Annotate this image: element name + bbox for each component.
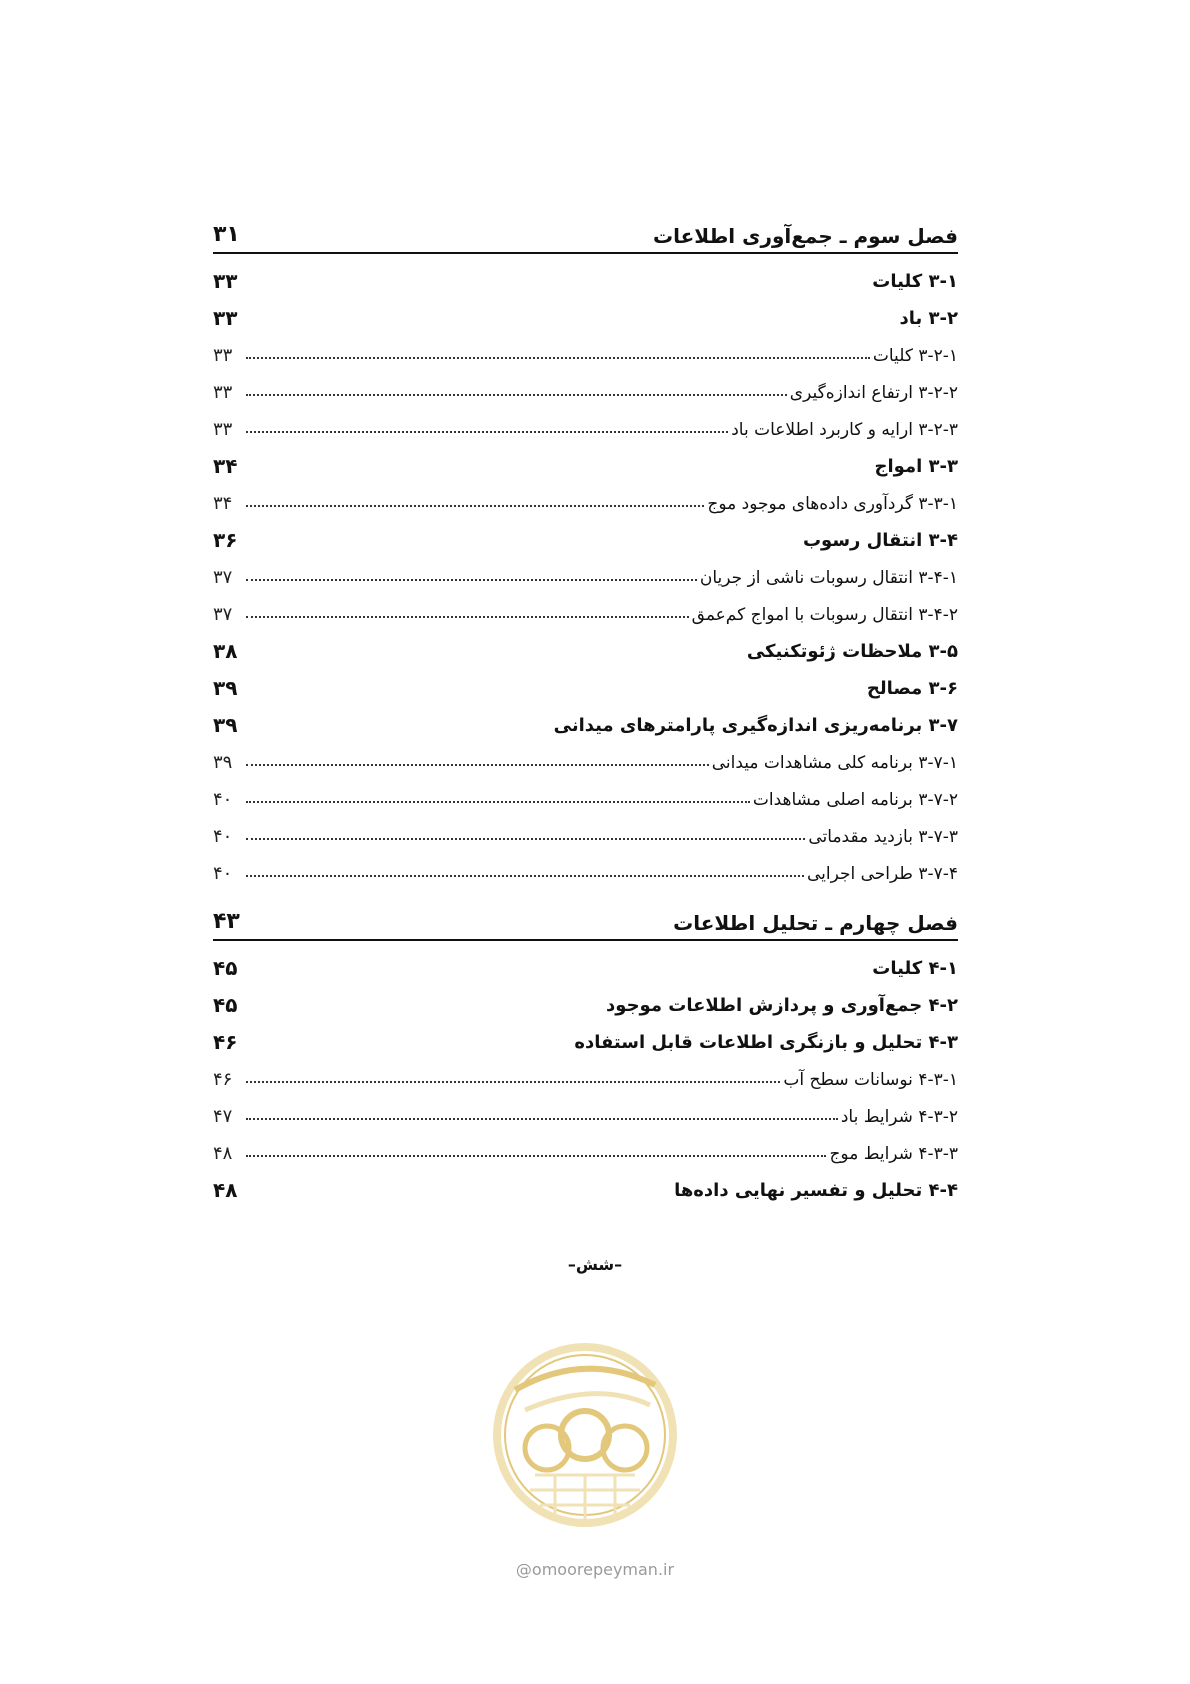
entry-title: ۴-۳-۲ شرایط باد [840, 1107, 958, 1127]
logo-script-stroke [525, 1394, 650, 1410]
dot-leader [246, 838, 805, 840]
dot-leader [246, 875, 804, 877]
entry-title: ۳-۴-۱ انتقال رسوبات ناشی از جریان [699, 568, 958, 588]
entry-page-number: ۳۹ [213, 713, 238, 737]
watermark-text: @omoorepeyman.ir [515, 1560, 675, 1579]
entry-title: ۳-۳-۱ گردآوری داده‌های موجود موج [707, 494, 958, 514]
toc-entry [213, 661, 958, 698]
toc-entry [213, 735, 958, 772]
toc-entry [213, 476, 958, 513]
entry-page-number: ۴۷ [213, 1106, 233, 1127]
dot-leader [246, 394, 787, 396]
entry-page-number: ۳۴ [213, 454, 238, 478]
entry-page-number: ۴۸ [213, 1178, 238, 1202]
toc-entry [213, 439, 958, 476]
gear-icon [603, 1426, 647, 1470]
toc-entry [213, 809, 958, 846]
chapter-heading [213, 210, 958, 254]
entry-title: ۳-۷-۴ طراحی اجرایی [806, 864, 958, 884]
entry-page-number: ۳۹ [213, 676, 238, 700]
chapter-page-number: ۳۱ [213, 222, 240, 247]
chapter-heading [213, 897, 958, 941]
dot-leader [246, 579, 697, 581]
entry-title: ۳-۲-۳ ارایه و کاربرد اطلاعات باد [731, 420, 958, 440]
entry-page-number: ۴۰ [213, 789, 233, 810]
entry-page-number: ۳۷ [213, 604, 233, 625]
toc-entry [213, 550, 958, 587]
entry-title: ۳-۷-۲ برنامه اصلی مشاهدات [752, 790, 958, 810]
entry-page-number: ۳۳ [213, 345, 233, 366]
entry-title: ۳-۶ مصالح [866, 678, 958, 699]
entry-page-number: ۴۶ [213, 1069, 233, 1090]
toc-entry [213, 328, 958, 365]
toc-entry [213, 513, 958, 550]
entry-title: ۳-۷-۳ بازدید مقدماتی [808, 827, 958, 847]
entry-title: ۴-۲ جمع‌آوری و پردازش اطلاعات موجود [606, 995, 958, 1016]
entry-title: ۳-۳ امواج [874, 456, 958, 477]
entry-title: ۳-۴-۲ انتقال رسوبات با امواج کم‌عمق [691, 605, 958, 625]
dot-leader [246, 1081, 780, 1083]
entry-title: ۴-۳-۳ شرایط موج [829, 1144, 958, 1164]
toc-entry [213, 698, 958, 735]
dot-leader [246, 431, 728, 433]
toc-entry [213, 291, 958, 328]
entry-title: ۴-۱ کلیات [872, 958, 958, 979]
chapter-gap [213, 883, 958, 897]
entry-page-number: ۴۰ [213, 826, 233, 847]
entry-page-number: ۴۵ [213, 993, 238, 1017]
entry-page-number: ۴۶ [213, 1030, 238, 1054]
entry-page-number: ۳۷ [213, 567, 233, 588]
entry-page-number: ۳۹ [213, 752, 233, 773]
entry-page-number: ۳۳ [213, 382, 233, 403]
entry-page-number: ۴۰ [213, 863, 233, 884]
entry-page-number: ۳۶ [213, 528, 238, 552]
entry-title: ۴-۳ تحلیل و بازنگری اطلاعات قابل استفاده [574, 1032, 958, 1053]
entry-page-number: ۳۳ [213, 269, 238, 293]
toc-entry [213, 624, 958, 661]
entry-page-number: ۴۸ [213, 1143, 233, 1164]
toc-entry [213, 1089, 958, 1126]
entry-title: ۳-۲-۲ ارتفاع اندازه‌گیری [789, 383, 958, 403]
toc-entry [213, 846, 958, 883]
entry-page-number: ۳۴ [213, 493, 233, 514]
chapter-title: فصل چهارم ـ تحلیل اطلاعات [673, 911, 958, 935]
toc-entry [213, 1015, 958, 1052]
toc-entry [213, 1052, 958, 1089]
toc-entry [213, 772, 958, 809]
entry-title: ۳-۲-۱ کلیات [872, 346, 958, 366]
entry-page-number: ۳۳ [213, 306, 238, 330]
table-of-contents [213, 210, 958, 1200]
toc-entry [213, 978, 958, 1015]
entry-title: ۳-۲ باد [899, 308, 958, 329]
entry-page-number: ۳۳ [213, 419, 233, 440]
entry-title: ۴-۳-۱ نوسانات سطح آب [783, 1070, 958, 1090]
dot-leader [246, 505, 704, 507]
publisher-logo [485, 1330, 685, 1560]
chapter-title: فصل سوم ـ جمع‌آوری اطلاعات [653, 224, 958, 248]
entry-title: ۳-۴ انتقال رسوب [802, 530, 958, 551]
page-footer: –شش– [567, 1255, 623, 1274]
toc-entry [213, 941, 958, 978]
toc-entry [213, 365, 958, 402]
toc-entry [213, 402, 958, 439]
dot-leader [246, 764, 709, 766]
entry-title: ۳-۵ ملاحظات ژئوتکنیکی [746, 641, 958, 662]
dot-leader [246, 801, 750, 803]
entry-title: ۳-۷-۱ برنامه کلی مشاهدات میدانی [711, 753, 958, 773]
toc-entry [213, 1163, 958, 1200]
dot-leader [246, 357, 870, 359]
entry-page-number: ۳۸ [213, 639, 238, 663]
dot-leader [246, 616, 689, 618]
entry-title: ۳-۱ کلیات [872, 271, 958, 292]
entry-title: ۳-۷ برنامه‌ریزی اندازه‌گیری پارامترهای میدانی [553, 715, 958, 736]
toc-entry [213, 254, 958, 291]
entry-page-number: ۴۵ [213, 956, 238, 980]
entry-title: ۴-۴ تحلیل و تفسیر نهایی داده‌ها [674, 1180, 958, 1201]
toc-entry [213, 1126, 958, 1163]
dot-leader [246, 1118, 838, 1120]
toc-entry [213, 587, 958, 624]
dot-leader [246, 1155, 826, 1157]
chapter-page-number: ۴۳ [213, 909, 240, 934]
